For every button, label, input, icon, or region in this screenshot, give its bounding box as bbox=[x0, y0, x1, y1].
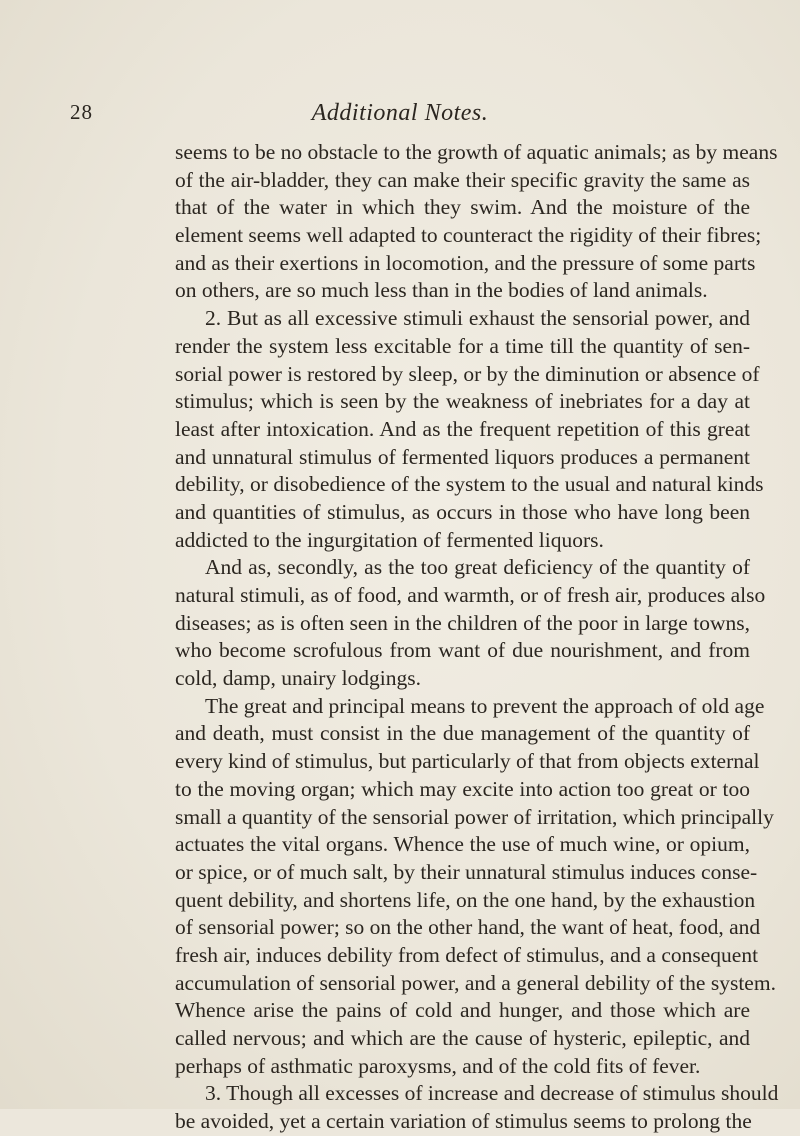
text-line: to the moving organ; which may excite into action too great or too bbox=[175, 776, 750, 801]
text-line: natural stimuli, as of food, and warmth, or of fresh air, produces also bbox=[175, 583, 766, 607]
text-line: actuates the vital organs. Whence the use of much wine, or opium, bbox=[175, 832, 750, 857]
text-line: sorial power is restored by sleep, or by the diminution or absence of bbox=[175, 361, 760, 386]
text-line: of sensorial power; so on the other hand, the want of heat, food, and bbox=[175, 915, 761, 940]
text-line: diseases; as is often seen in the children of the poor in large towns, bbox=[175, 610, 750, 635]
text-line: render the system less excitable for a time till the quantity of sen- bbox=[175, 333, 750, 358]
text-line: that of the water in which they swim. And the moisture of the bbox=[175, 195, 750, 220]
text-line: addicted to the ingurgitation of fermented liquors. bbox=[175, 527, 604, 552]
text-line: cold, damp, unairy lodgings. bbox=[175, 666, 422, 691]
page-header bbox=[70, 100, 730, 130]
text-line: fresh air, induces debility from defect of stimulus, and a consequent bbox=[175, 942, 759, 967]
text-line: and death, must consist in the due management of the quantity of bbox=[175, 721, 750, 746]
text-line: called nervous; and which are the cause of hysteric, epileptic, and bbox=[175, 1026, 750, 1050]
text-line: on others, are so much less than in the bodies of land animals. bbox=[175, 278, 708, 303]
text-line: 2. But as all excessive stimuli exhaust the sensorial power, and bbox=[205, 306, 750, 331]
text-line: and unnatural stimulus of fermented liquors produces a permanent bbox=[175, 444, 750, 469]
text-line: accumulation of sensorial power, and a general debility of the system. bbox=[175, 970, 776, 995]
text-line: element seems well adapted to counteract the rigidity of their fibres; bbox=[175, 223, 762, 248]
text-line: quent debility, and shortens life, on the one hand, by the exhaustion bbox=[175, 887, 756, 912]
text-line: and as their exertions in locomotion, and the pressure of some parts bbox=[175, 250, 756, 275]
text-line: debility, or disobedience of the system to the usual and natural kinds bbox=[175, 472, 764, 497]
text-line: Whence arise the pains of cold and hunger, and those which are bbox=[175, 998, 750, 1023]
text-line: of the air-bladder, they can make their specific gravity the same as bbox=[175, 167, 750, 192]
body-text bbox=[175, 139, 779, 1136]
text-line: small a quantity of the sensorial power of irritation, which principally bbox=[175, 804, 774, 829]
text-line: every kind of stimulus, but particularly of that from objects external bbox=[175, 749, 760, 774]
text-line: The great and principal means to prevent the approach of old age bbox=[205, 693, 765, 718]
text-line: 3. Though all excesses of increase and decrease of stimulus should bbox=[205, 1081, 779, 1106]
page-number: 28 bbox=[70, 100, 93, 124]
text-line: and quantities of stimulus, as occurs in those who have long been bbox=[175, 499, 750, 524]
running-title: Additional Notes. bbox=[311, 100, 489, 126]
text-line: least after intoxication. And as the frequent repetition of this great bbox=[175, 416, 750, 441]
text-line: perhaps of asthmatic paroxysms, and of the cold fits of fever. bbox=[175, 1053, 701, 1078]
text-line: or spice, or of much salt, by their unnatural stimulus induces conse- bbox=[175, 859, 758, 884]
text-line: who become scrofulous from want of due nourishment, and from bbox=[175, 638, 750, 663]
text-line: be avoided, yet a certain variation of stimulus seems to prolong the bbox=[175, 1109, 752, 1134]
text-line: seems to be no obstacle to the growth of aquatic animals; as by means bbox=[175, 140, 778, 164]
text-line: stimulus; which is seen by the weakness of inebriates for a day at bbox=[175, 389, 750, 414]
text-line: And as, secondly, as the too great deficiency of the quantity of bbox=[205, 555, 750, 580]
